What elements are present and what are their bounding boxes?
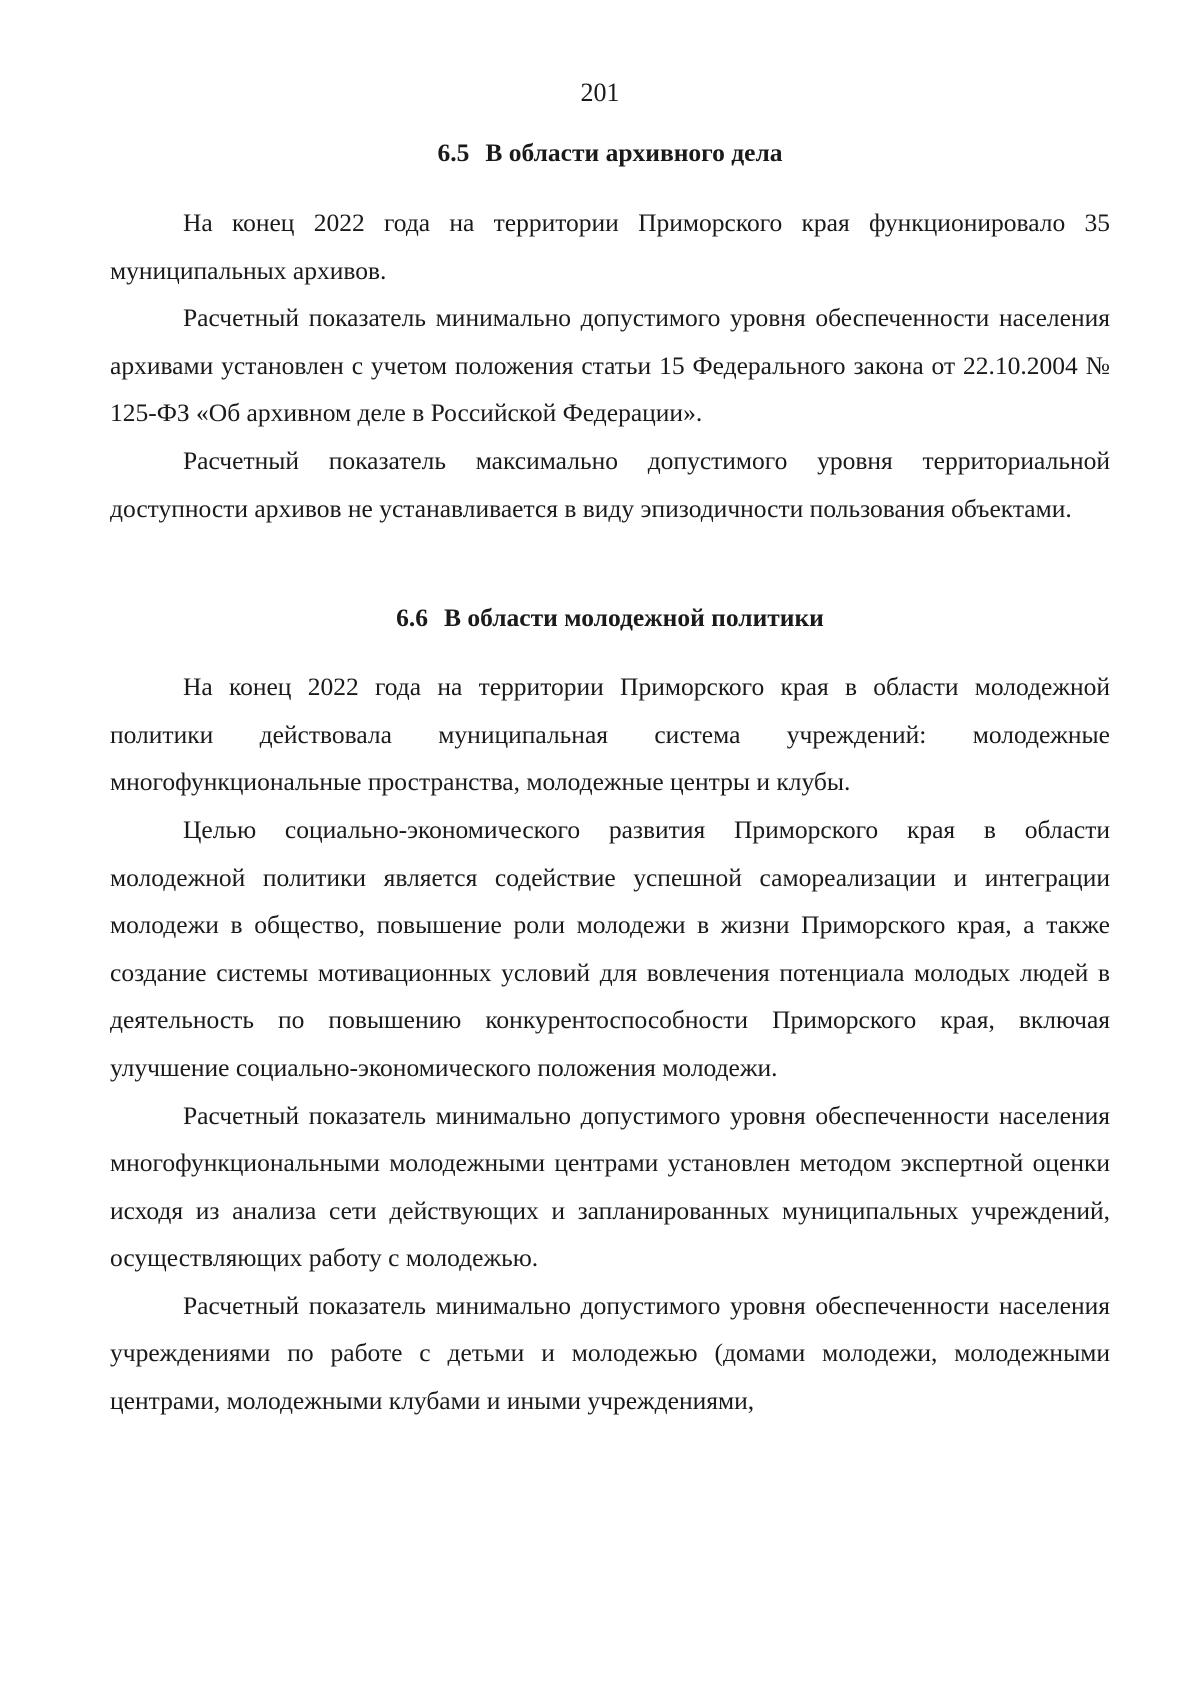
paragraph: На конец 2022 года на территории Приморского края функционировало 35 муниципальных архивов. [110, 208, 1110, 285]
paragraph: Целью социально-экономического развития Приморского края в области молодежной политики является содействие успешной самореализации и интеграции молодежи в общество, повышение роли молодежи в жизни Приморского края, а также создание системы мотивационных условий для вовлечения потенциала молодых людей в деятельность по повышению конкурентоспособности Приморского края, включая улучшение социально-экономического положения молодежи. [110, 814, 1110, 1082]
page-content [110, 135, 1110, 1424]
section-heading-youth-policy [110, 600, 1110, 636]
section-title: В области архивного дела [485, 138, 783, 167]
section-body-youth-policy [110, 663, 1110, 1424]
paragraph: Расчетный показатель минимально допустимого уровня обеспеченности населения многофункциональными молодежными центрами установлен методом экспертной оценки исходя из анализа сети действующих и запланированных муниципальных учреждений, осуществляющих работу с молодежью. [110, 1100, 1110, 1273]
section-number: 6.6 [396, 603, 428, 633]
page-number: 201 [580, 78, 620, 107]
section-title: В области молодежной политики [443, 603, 824, 633]
section-number: 6.5 [437, 138, 470, 167]
paragraph: Расчетный показатель минимально допустимого уровня обеспеченности населения учреждениями по работе с детьми и молодежью (домами молодежи, молодежными центрами, молодежными клубами и иными учреждениями, [110, 1290, 1110, 1416]
paragraph: Расчетный показатель минимально допустимого уровня обеспеченности населения архивами установлен с учетом положения статьи 15 Федерального закона от 22.10.2004 № 125-ФЗ «Об архивном деле в Российской Федерации». [110, 303, 1110, 428]
section-body-archives [110, 199, 1110, 532]
paragraph: Расчетный показатель максимально допустимого уровня территориальной доступности архивов не устанавливается в виду эпизодичности пользования объектами. [110, 445, 1110, 523]
section-heading-archives [110, 135, 1110, 171]
paragraph: На конец 2022 года на территории Приморского края в области молодежной политики действовала муниципальная система учреждений: молодежные многофункциональные пространства, молодежные центры и клубы. [110, 672, 1110, 797]
